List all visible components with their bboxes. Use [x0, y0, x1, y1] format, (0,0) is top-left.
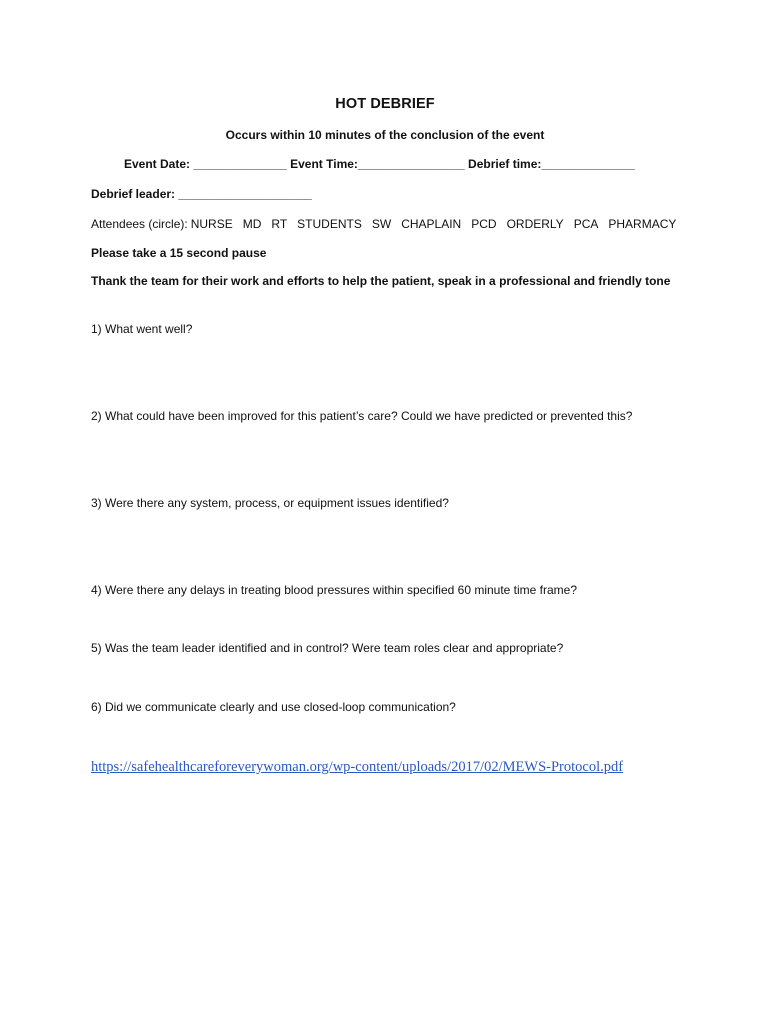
question-5: 5) Was the team leader identified and in control? Were team roles clear and appropriate?: [91, 641, 564, 655]
attendee-option-chaplain: CHAPLAIN: [401, 217, 462, 231]
debrief-leader-field: Debrief leader: ____________________: [91, 187, 312, 201]
question-3: 3) Were there any system, process, or equipment issues identified?: [91, 496, 449, 510]
attendee-option-pcd: PCD: [471, 217, 497, 231]
attendee-option-pharmacy: PHARMACY: [608, 217, 677, 231]
attendee-option-rt: RT: [271, 217, 288, 231]
attendee-option-pca: PCA: [573, 217, 599, 231]
attendees-row: [91, 216, 676, 232]
thank-team-note: Thank the team for their work and efforts to help the patient, speak in a professional and friendly tone: [91, 274, 671, 288]
question-2: 2) What could have been improved for this patient’s care? Could we have predicted or prevented this?: [91, 409, 633, 423]
document-subtitle: Occurs within 10 minutes of the conclusion of the event: [225, 128, 545, 142]
document-title: HOT DEBRIEF: [335, 96, 435, 112]
question-1: 1) What went well?: [91, 322, 193, 336]
pause-note: Please take a 15 second pause: [91, 246, 267, 260]
attendee-option-orderly: ORDERLY: [506, 217, 564, 231]
attendee-option-students: STUDENTS: [297, 217, 362, 231]
attendee-option-md: MD: [242, 217, 262, 231]
attendee-option-nurse: NURSE: [190, 217, 233, 231]
mews-protocol-link[interactable]: https://safehealthcareforeverywoman.org/wp-content/uploads/2017/02/MEWS-Protocol.pdf: [91, 759, 624, 775]
question-4: 4) Were there any delays in treating blood pressures within specified 60 minute time frame?: [91, 583, 578, 597]
question-6: 6) Did we communicate clearly and use closed-loop communication?: [91, 700, 456, 714]
event-date-time-row: Event Date: ______________ Event Time:________________ Debrief time:______________: [124, 157, 635, 171]
attendee-option-sw: SW: [371, 217, 392, 231]
attendees-label: Attendees (circle):: [91, 217, 188, 231]
